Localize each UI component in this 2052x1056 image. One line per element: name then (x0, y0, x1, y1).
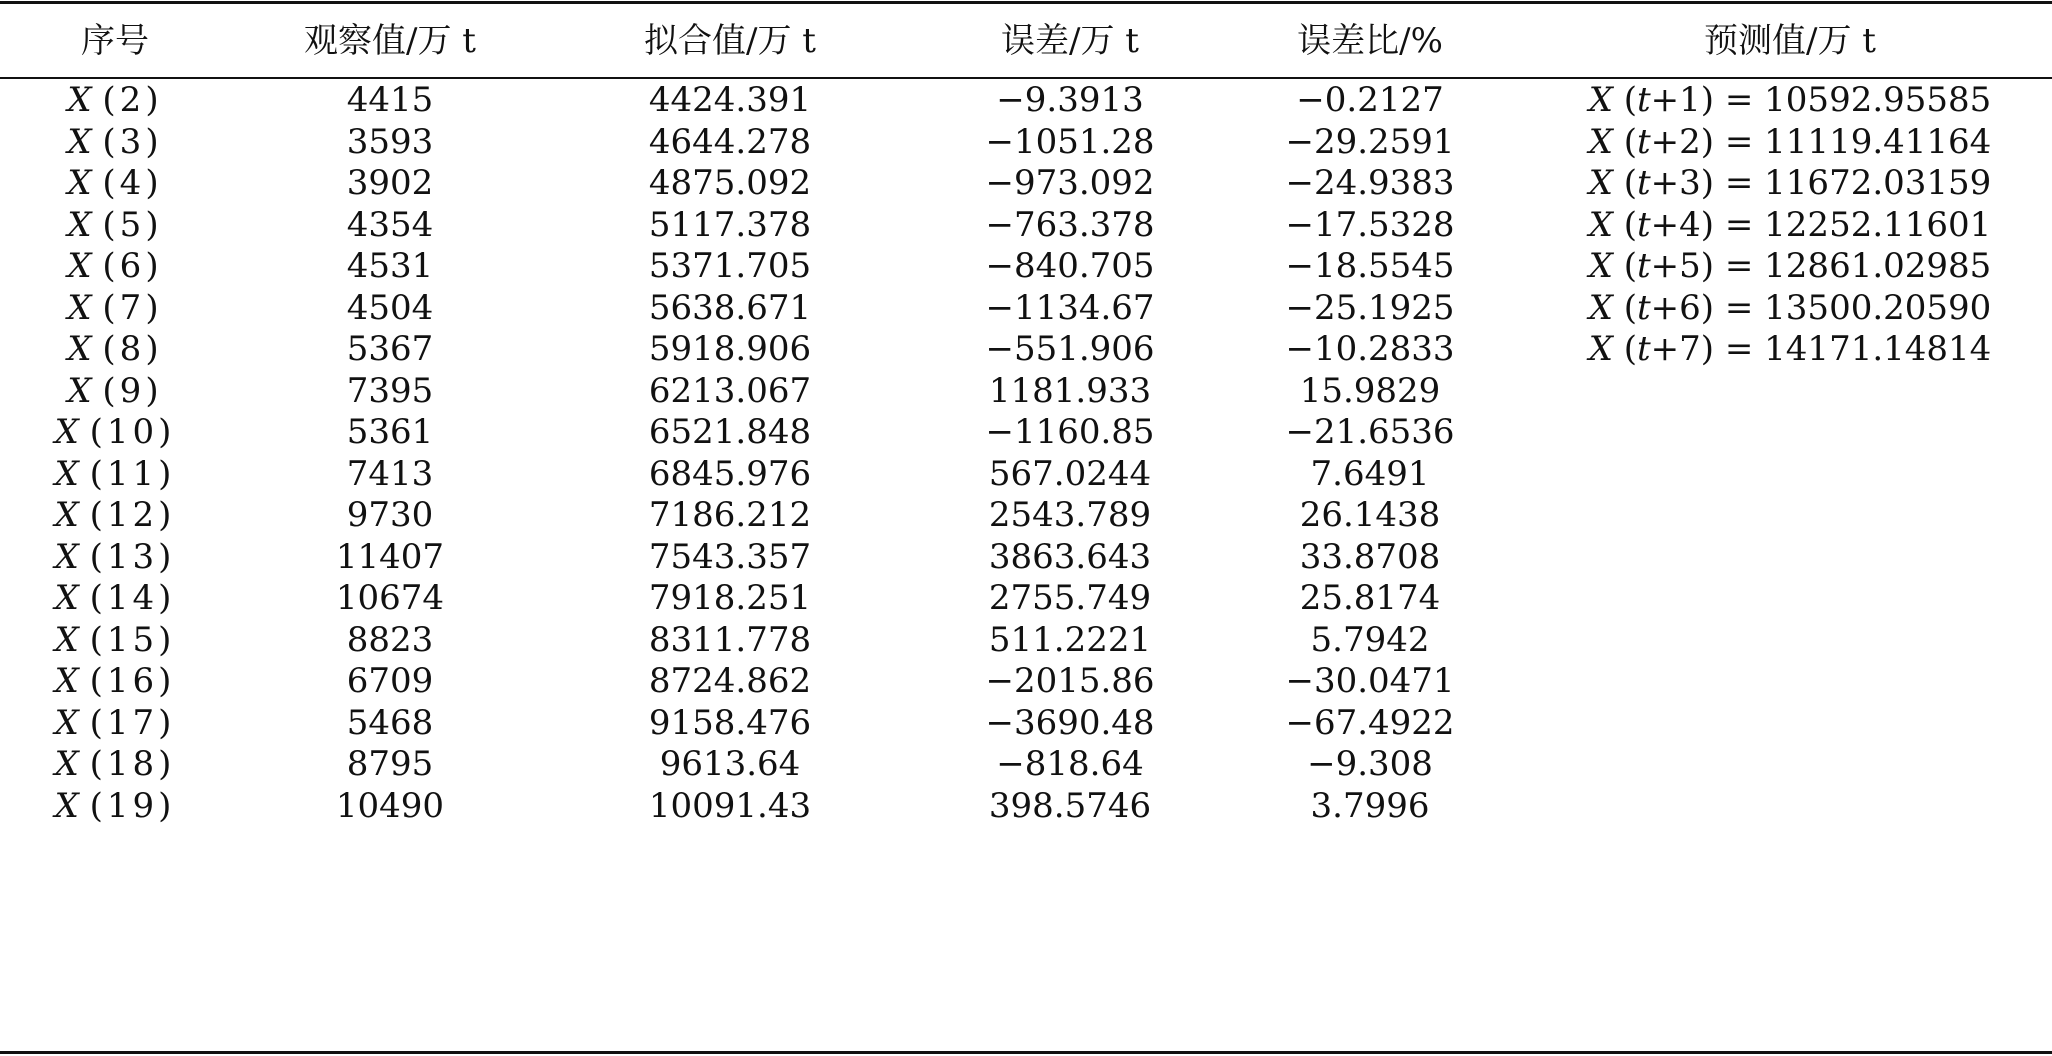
error-ratio-cell: 26.1438 (1299, 495, 1441, 535)
fitted-cell: 7918.251 (648, 578, 812, 618)
index-number: (10) (89, 412, 176, 452)
index-variable: X (54, 702, 79, 743)
index-variable: X (54, 785, 79, 826)
observed-cell: 3593 (346, 121, 434, 162)
index-variable: X (67, 121, 92, 162)
error-ratio-cell: −21.6536 (1285, 412, 1455, 452)
forecast-variable: X (1588, 121, 1613, 162)
forecast-time-symbol: t (1637, 121, 1651, 162)
fitted-cell: 6213.067 (648, 370, 812, 411)
fitted-cell: 9613.64 (659, 744, 801, 784)
error-ratio-cell: −24.9383 (1285, 163, 1455, 203)
error-cell: 1181.933 (988, 370, 1152, 411)
forecast-cell: X (t+4) = 12252.11601 (1588, 204, 1992, 245)
fitted-cell: 6521.848 (648, 412, 812, 452)
forecast-step: +4 (1650, 204, 1701, 245)
error-ratio-cell: −0.2127 (1296, 80, 1444, 120)
error-cell: −973.092 (985, 163, 1155, 203)
error-ratio-cell: 33.8708 (1299, 536, 1441, 577)
error-ratio-cell: 25.8174 (1299, 578, 1441, 618)
observed-cell: 11407 (335, 536, 445, 577)
observed-cell: 6709 (346, 661, 434, 701)
error-cell: 511.2221 (988, 619, 1152, 660)
index-variable: X (54, 412, 79, 452)
observed-cell: 7413 (346, 453, 434, 494)
forecast-step: +5 (1650, 246, 1701, 286)
error-cell: −818.64 (996, 744, 1144, 784)
index-number: (2) (102, 80, 163, 120)
observed-cell: 4354 (346, 204, 434, 245)
forecast-value: = 10592.95585 (1724, 80, 1992, 120)
error-cell: −1051.28 (985, 121, 1155, 162)
error-ratio-cell: 15.9829 (1299, 370, 1441, 411)
forecast-value: = 13500.20590 (1724, 287, 1992, 328)
error-ratio-cell: −9.308 (1307, 744, 1433, 784)
index-variable: X (54, 744, 79, 784)
index-variable: X (67, 287, 92, 328)
forecast-variable: X (1588, 329, 1613, 369)
forecast-cell: X (t+1) = 10592.95585 (1588, 80, 1992, 120)
index-number: (6) (102, 246, 163, 286)
table-header-row (0, 4, 2052, 77)
error-cell: 2543.789 (988, 495, 1152, 535)
index-cell (40, 779, 190, 833)
forecast-variable: X (1588, 246, 1613, 286)
fitted-cell: 4644.278 (648, 121, 812, 162)
error-ratio-cell: −17.5328 (1285, 204, 1455, 245)
index-number: (14) (89, 578, 176, 618)
error-cell: 398.5746 (988, 785, 1152, 826)
forecast-step: +3 (1650, 163, 1701, 203)
observed-cell: 4531 (346, 246, 434, 286)
index-number: (7) (102, 287, 163, 328)
error-ratio-cell: 5.7942 (1310, 619, 1430, 660)
observed-cell: 7395 (346, 370, 434, 411)
index-number: (3) (102, 121, 163, 162)
error-ratio-cell: 3.7996 (1310, 785, 1430, 826)
header-index: 序号 (81, 21, 149, 61)
fitted-cell: 5371.705 (648, 246, 812, 286)
index-variable: X (67, 204, 92, 245)
forecast-variable: X (1588, 287, 1613, 328)
index-variable: X (67, 370, 92, 411)
observed-cell: 10490 (335, 785, 445, 826)
header-error-ratio: 误差比/% (1297, 21, 1443, 61)
index-number: (5) (102, 204, 163, 245)
error-ratio-cell: −10.2833 (1285, 329, 1455, 369)
forecast-time-symbol: t (1637, 329, 1651, 369)
index-number: (19) (89, 785, 176, 826)
error-cell: −2015.86 (985, 661, 1155, 701)
forecast-time-symbol: t (1637, 80, 1651, 120)
observed-cell: 4415 (346, 80, 434, 120)
forecast-time-symbol: t (1637, 163, 1651, 203)
index-number: (15) (89, 619, 176, 660)
forecast-value: = 14171.14814 (1724, 329, 1992, 369)
index-variable: X (54, 495, 79, 535)
forecast-time-symbol: t (1637, 246, 1651, 286)
error-ratio-cell: 7.6491 (1310, 453, 1430, 494)
index-variable: X (54, 578, 79, 618)
index-variable: X (54, 536, 79, 577)
table-row (0, 779, 2052, 833)
forecast-time-symbol: t (1637, 204, 1651, 245)
error-ratio-cell: −29.2591 (1285, 121, 1455, 162)
forecast-step: +6 (1650, 287, 1701, 328)
index-variable: X (54, 619, 79, 660)
fitted-cell: 8311.778 (648, 619, 812, 660)
fitted-cell: 9158.476 (648, 702, 812, 743)
index-number: (17) (89, 702, 176, 743)
error-cell: 2755.749 (988, 578, 1152, 618)
forecast-value: = 12861.02985 (1724, 246, 1992, 286)
error-ratio-cell: −18.5545 (1285, 246, 1455, 286)
index-variable: X (67, 329, 92, 369)
index-variable: X (54, 453, 79, 494)
forecast-cell: X (t+7) = 14171.14814 (1588, 329, 1992, 369)
fitted-cell: 8724.862 (648, 661, 812, 701)
header-fitted: 拟合值/万 t (644, 21, 816, 61)
index-variable: X (67, 80, 92, 120)
error-cell: −3690.48 (985, 702, 1155, 743)
forecast-cell: X (t+2) = 11119.41164 (1588, 121, 1992, 162)
index-number: (16) (89, 661, 176, 701)
header-error: 误差/万 t (1001, 21, 1139, 61)
fitted-cell: 7543.357 (648, 536, 812, 577)
index-number: (13) (89, 536, 176, 577)
error-ratio-cell: −67.4922 (1285, 702, 1455, 743)
index-variable: X (54, 661, 79, 701)
forecast-variable: X (1588, 80, 1613, 120)
observed-cell: 10674 (335, 578, 445, 618)
observed-cell: 3902 (346, 163, 434, 203)
error-ratio-cell: −25.1925 (1285, 287, 1455, 328)
observed-cell: 5361 (346, 412, 434, 452)
error-ratio-cell: −30.0471 (1285, 661, 1455, 701)
forecast-value: = 11672.03159 (1724, 163, 1992, 203)
error-cell: −551.906 (985, 329, 1155, 369)
header-observed: 观察值/万 t (304, 21, 476, 61)
fitted-cell: 5117.378 (648, 204, 812, 245)
fitted-cell: 5918.906 (648, 329, 812, 369)
observed-cell: 9730 (346, 495, 434, 535)
observed-cell: 8795 (346, 744, 434, 784)
forecast-value: = 11119.41164 (1724, 121, 1992, 162)
fitted-cell: 10091.43 (648, 785, 812, 826)
index-number: (11) (89, 453, 176, 494)
forecast-cell: X (t+5) = 12861.02985 (1588, 246, 1992, 286)
fitted-cell: 4875.092 (648, 163, 812, 203)
fitted-cell: 6845.976 (648, 453, 812, 494)
forecast-variable: X (1588, 163, 1613, 203)
index-number: (9) (102, 370, 163, 411)
index-number: (8) (102, 329, 163, 369)
error-cell: −763.378 (985, 204, 1155, 245)
forecast-variable: X (1588, 204, 1613, 245)
observed-cell: 8823 (346, 619, 434, 660)
header-forecast: 预测值/万 t (1704, 21, 1876, 61)
index-variable: X (67, 163, 92, 203)
forecast-cell: X (t+6) = 13500.20590 (1588, 287, 1992, 328)
error-cell: 567.0244 (988, 453, 1152, 494)
index-variable: X (67, 246, 92, 286)
observed-cell: 4504 (346, 287, 434, 328)
fitted-cell: 7186.212 (648, 495, 812, 535)
forecast-step: +2 (1650, 121, 1701, 162)
index-number: (4) (102, 163, 163, 203)
forecast-time-symbol: t (1637, 287, 1651, 328)
fitted-cell: 4424.391 (648, 80, 812, 120)
error-cell: −9.3913 (996, 80, 1144, 120)
index-number: (12) (89, 495, 176, 535)
forecast-step: +7 (1650, 329, 1701, 369)
fitted-cell: 5638.671 (648, 287, 812, 328)
error-cell: −840.705 (985, 246, 1155, 286)
index-number: (18) (89, 744, 176, 784)
error-cell: −1160.85 (985, 412, 1155, 452)
forecast-value: = 12252.11601 (1724, 204, 1992, 245)
table-bottom-rule (0, 1051, 2052, 1054)
forecast-cell: X (t+3) = 11672.03159 (1588, 163, 1992, 203)
forecast-step: +1 (1650, 80, 1701, 120)
error-cell: −1134.67 (985, 287, 1155, 328)
observed-cell: 5468 (346, 702, 434, 743)
error-cell: 3863.643 (988, 536, 1152, 577)
observed-cell: 5367 (346, 329, 434, 369)
